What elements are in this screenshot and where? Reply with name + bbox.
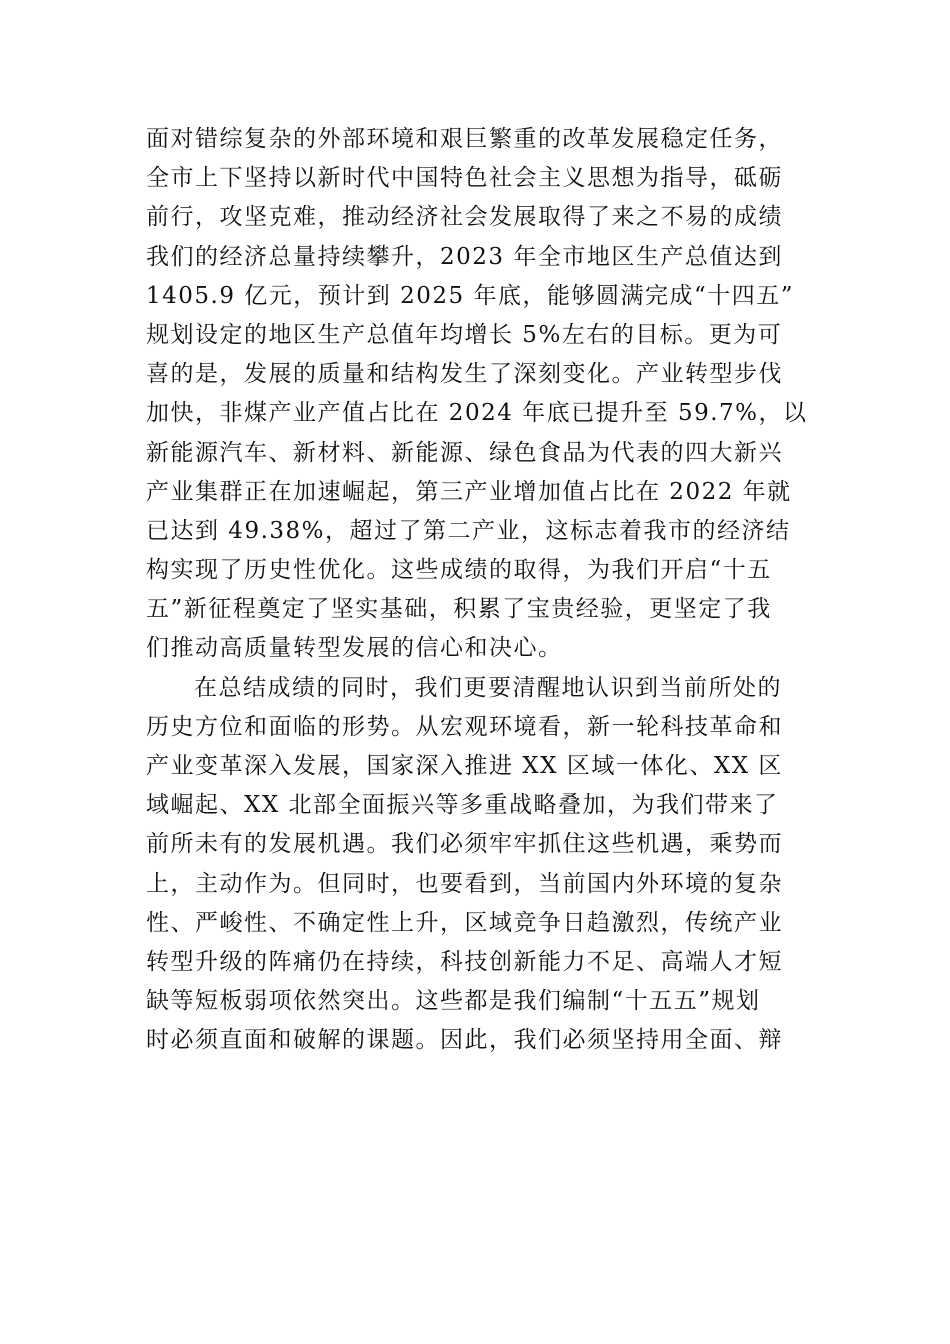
text-line: 产业变革深入发展，国家深入推进 XX 区域一体化、XX 区 xyxy=(146,753,783,779)
text-line: 前所未有的发展机遇。我们必须牢牢抓住这些机遇，乘势而 xyxy=(146,831,783,858)
paragraph-achievements xyxy=(146,120,808,669)
text-line: 时必须直面和破解的课题。因此，我们必须坚持用全面、辩 xyxy=(146,1027,783,1054)
text-line: 规划设定的地区生产总值年均增长 5%左右的目标。更为可 xyxy=(146,321,783,348)
text-line: 历史方位和面临的形势。从宏观环境看，新一轮科技革命和 xyxy=(146,713,783,740)
text-line: 已达到 49.38%，超过了第二产业，这标志着我市的经济结 xyxy=(146,517,791,544)
text-line: 加快，非煤产业产值占比在 2024 年底已提升至 59.7%，以 xyxy=(146,400,808,427)
text-line: 构实现了历史性优化。这些成绩的取得，为我们开启“十五 xyxy=(146,557,772,584)
text-line: 性、严峻性、不确定性上升，区域竞争日趋激烈，传统产业 xyxy=(146,909,783,936)
text-line: 1405.9 亿元，预计到 2025 年底，能够圆满完成“十四五” xyxy=(146,282,794,309)
text-line: 前行，攻坚克难，推动经济社会发展取得了来之不易的成绩 xyxy=(146,204,783,231)
text-line: 全市上下坚持以新时代中国特色社会主义思想为指导，砥砺 xyxy=(146,165,783,192)
text-line: 们推动高质量转型发展的信心和决心。 xyxy=(146,635,563,662)
text-line: 面对错综复杂的外部环境和艰巨繁重的改革发展稳定任务， xyxy=(146,126,783,152)
text-line: 转型升级的阵痛仍在持续，科技创新能力不足、高端人才短 xyxy=(146,948,783,975)
text-line: 喜的是，发展的质量和结构发生了深刻变化。产业转型步伐 xyxy=(146,361,783,388)
text-line: 产业集群正在加速崛起，第三产业增加值占比在 2022 年就 xyxy=(146,478,792,505)
text-line: 缺等短板弱项依然突出。这些都是我们编制“十五五”规划 xyxy=(146,988,761,1015)
text-line: 新能源汽车、新材料、新能源、绿色食品为代表的四大新兴 xyxy=(146,439,783,466)
paragraph-situation xyxy=(146,669,808,1061)
text-line: 我们的经济总量持续攀升，2023 年全市地区生产总值达到 xyxy=(146,243,783,270)
text-line: 上，主动作为。但同时，也要看到，当前国内外环境的复杂 xyxy=(146,870,783,897)
text-line: 五”新征程奠定了坚实基础，积累了宝贵经验，更坚定了我 xyxy=(146,596,772,623)
text-line: 域崛起、XX 北部全面振兴等多重战略叠加，为我们带来了 xyxy=(146,792,779,819)
body-text xyxy=(146,120,808,1061)
text-line-indented: 在总结成绩的同时，我们更要清醒地认识到当前所处的 xyxy=(194,674,782,701)
